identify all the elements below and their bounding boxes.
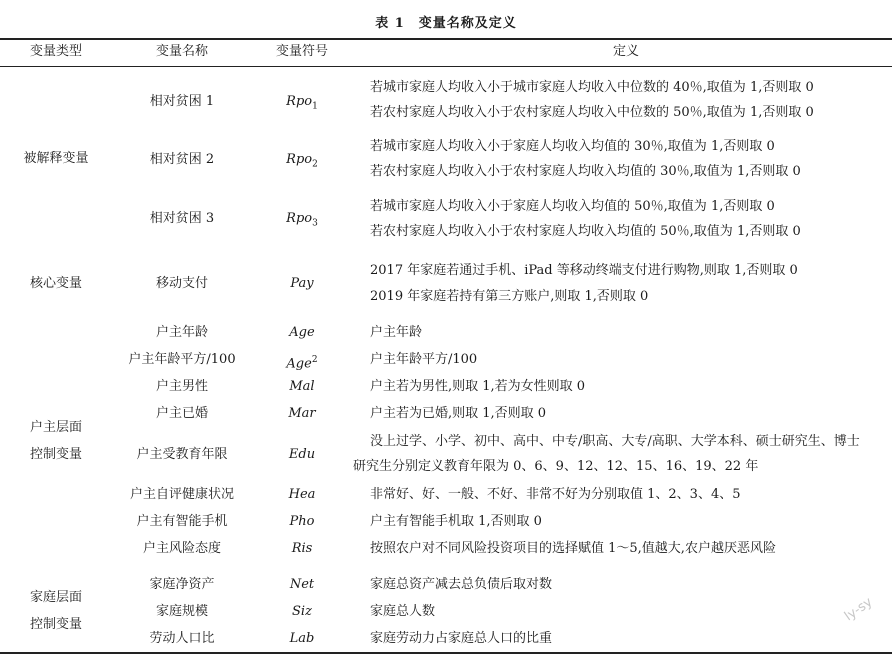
definition-line: 户主年龄平方/100 xyxy=(370,352,478,367)
category-family-line1: 家庭层面 xyxy=(29,590,82,605)
variable-symbol: Ris xyxy=(291,541,313,556)
variable-name: 相对贫困 1 xyxy=(149,94,215,109)
variable-name: 户主有智能手机 xyxy=(136,514,228,529)
top-rule xyxy=(0,38,892,40)
definition-line: 户主有智能手机取 1,否则取 0 xyxy=(370,514,542,529)
category-family xyxy=(0,584,112,638)
table-title: 变量名称及定义 xyxy=(418,16,517,31)
definition-line: 若城市家庭人均收入小于城市家庭人均收入中位数的 40％,取值为 1,否则取 0 xyxy=(370,80,814,95)
watermark: ly-sy xyxy=(842,594,876,625)
definition-line: 户主年龄 xyxy=(370,325,423,340)
header-rule xyxy=(0,66,892,67)
variable-symbol: Siz xyxy=(292,604,312,619)
definition-line: 若城市家庭人均收入小于家庭人均收入均值的 50％,取值为 1,否则取 0 xyxy=(370,199,775,214)
variable-symbol: Mal xyxy=(289,379,315,394)
definition-line: 若城市家庭人均收入小于家庭人均收入均值的 30％,取值为 1,否则取 0 xyxy=(370,139,775,154)
table-number: 表 1 xyxy=(375,16,405,31)
variable-name: 户主年龄 xyxy=(155,325,208,340)
definition-line: 家庭总人数 xyxy=(370,604,436,619)
variable-symbol: Rpo$_2$ xyxy=(286,152,318,170)
definition-line: 2017 年家庭若通过手机、iPad 等移动终端支付进行购物,则取 1,否则取 0 xyxy=(370,263,798,278)
variable-name: 户主年龄平方/100 xyxy=(128,352,236,367)
variable-symbol: Pay xyxy=(290,276,314,291)
variable-symbol: Pho xyxy=(289,514,315,529)
variable-name: 户主男性 xyxy=(155,379,208,394)
variable-name: 移动支付 xyxy=(155,276,208,291)
header-variable-name: 变量名称 xyxy=(155,44,208,59)
variable-symbol: Lab xyxy=(289,631,315,646)
variable-name: 劳动人口比 xyxy=(149,631,215,646)
variable-name: 户主风险态度 xyxy=(142,541,221,556)
variable-name: 相对贫困 3 xyxy=(149,211,215,226)
header-variable-symbol: 变量符号 xyxy=(275,44,328,59)
variable-symbol: Edu xyxy=(288,447,316,462)
variable-symbol: Hea xyxy=(288,487,316,502)
definition-line: 若农村家庭人均收入小于农村家庭人均收入均值的 50％,取值为 1,否则取 0 xyxy=(370,224,801,239)
definition-line: 户主若为已婚,则取 1,否则取 0 xyxy=(370,406,547,421)
variable-name: 家庭净资产 xyxy=(149,577,215,592)
definition-line: 没上过学、小学、初中、高中、中专/职高、大专/高职、大学本科、硕士研究生、博士 xyxy=(370,434,860,449)
variable-symbol: Rpo$_1$ xyxy=(286,94,318,112)
variable-symbol: Age$^2$ xyxy=(286,355,318,372)
variable-name: 家庭规模 xyxy=(155,604,208,619)
category-household-head xyxy=(0,414,112,468)
variable-name: 户主受教育年限 xyxy=(136,447,228,462)
definition-line: 若农村家庭人均收入小于农村家庭人均收入均值的 30％,取值为 1,否则取 0 xyxy=(370,164,801,179)
definition-line: 家庭劳动力占家庭总人口的比重 xyxy=(370,631,553,646)
variable-symbol: Rpo$_3$ xyxy=(286,211,318,229)
definition-line: 若农村家庭人均收入小于农村家庭人均收入中位数的 50％,取值为 1,否则取 0 xyxy=(370,105,814,120)
variable-name: 户主自评健康状况 xyxy=(129,487,234,502)
variable-name: 户主已婚 xyxy=(155,406,208,421)
definition-line: 2019 年家庭若持有第三方账户,则取 1,否则取 0 xyxy=(370,289,649,304)
category-family-line2: 控制变量 xyxy=(29,617,82,632)
header-definition: 定义 xyxy=(612,44,639,59)
category-core: 核心变量 xyxy=(29,276,82,291)
table-caption xyxy=(0,12,892,31)
variable-symbol: Net xyxy=(289,577,315,592)
definition-line: 按照农户对不同风险投资项目的选择赋值 1～5,值越大,农户越厌恶风险 xyxy=(370,541,776,556)
definition-line: 家庭总资产减去总负债后取对数 xyxy=(370,577,553,592)
definition-line: 户主若为男性,则取 1,若为女性则取 0 xyxy=(370,379,586,394)
variable-symbol: Age xyxy=(289,325,315,340)
category-household-head-line2: 控制变量 xyxy=(29,447,82,462)
variable-symbol: Mar xyxy=(288,406,316,421)
category-dependent: 被解释变量 xyxy=(23,151,89,166)
header-variable-type: 变量类型 xyxy=(29,44,82,59)
category-household-head-line1: 户主层面 xyxy=(29,420,82,435)
variable-name: 相对贫困 2 xyxy=(149,152,215,167)
definition-line: 研究生分别定义教育年限为 0、6、9、12、12、15、16、19、22 年 xyxy=(353,459,759,474)
definition-line: 非常好、好、一般、不好、非常不好为分别取值 1、2、3、4、5 xyxy=(370,487,741,502)
